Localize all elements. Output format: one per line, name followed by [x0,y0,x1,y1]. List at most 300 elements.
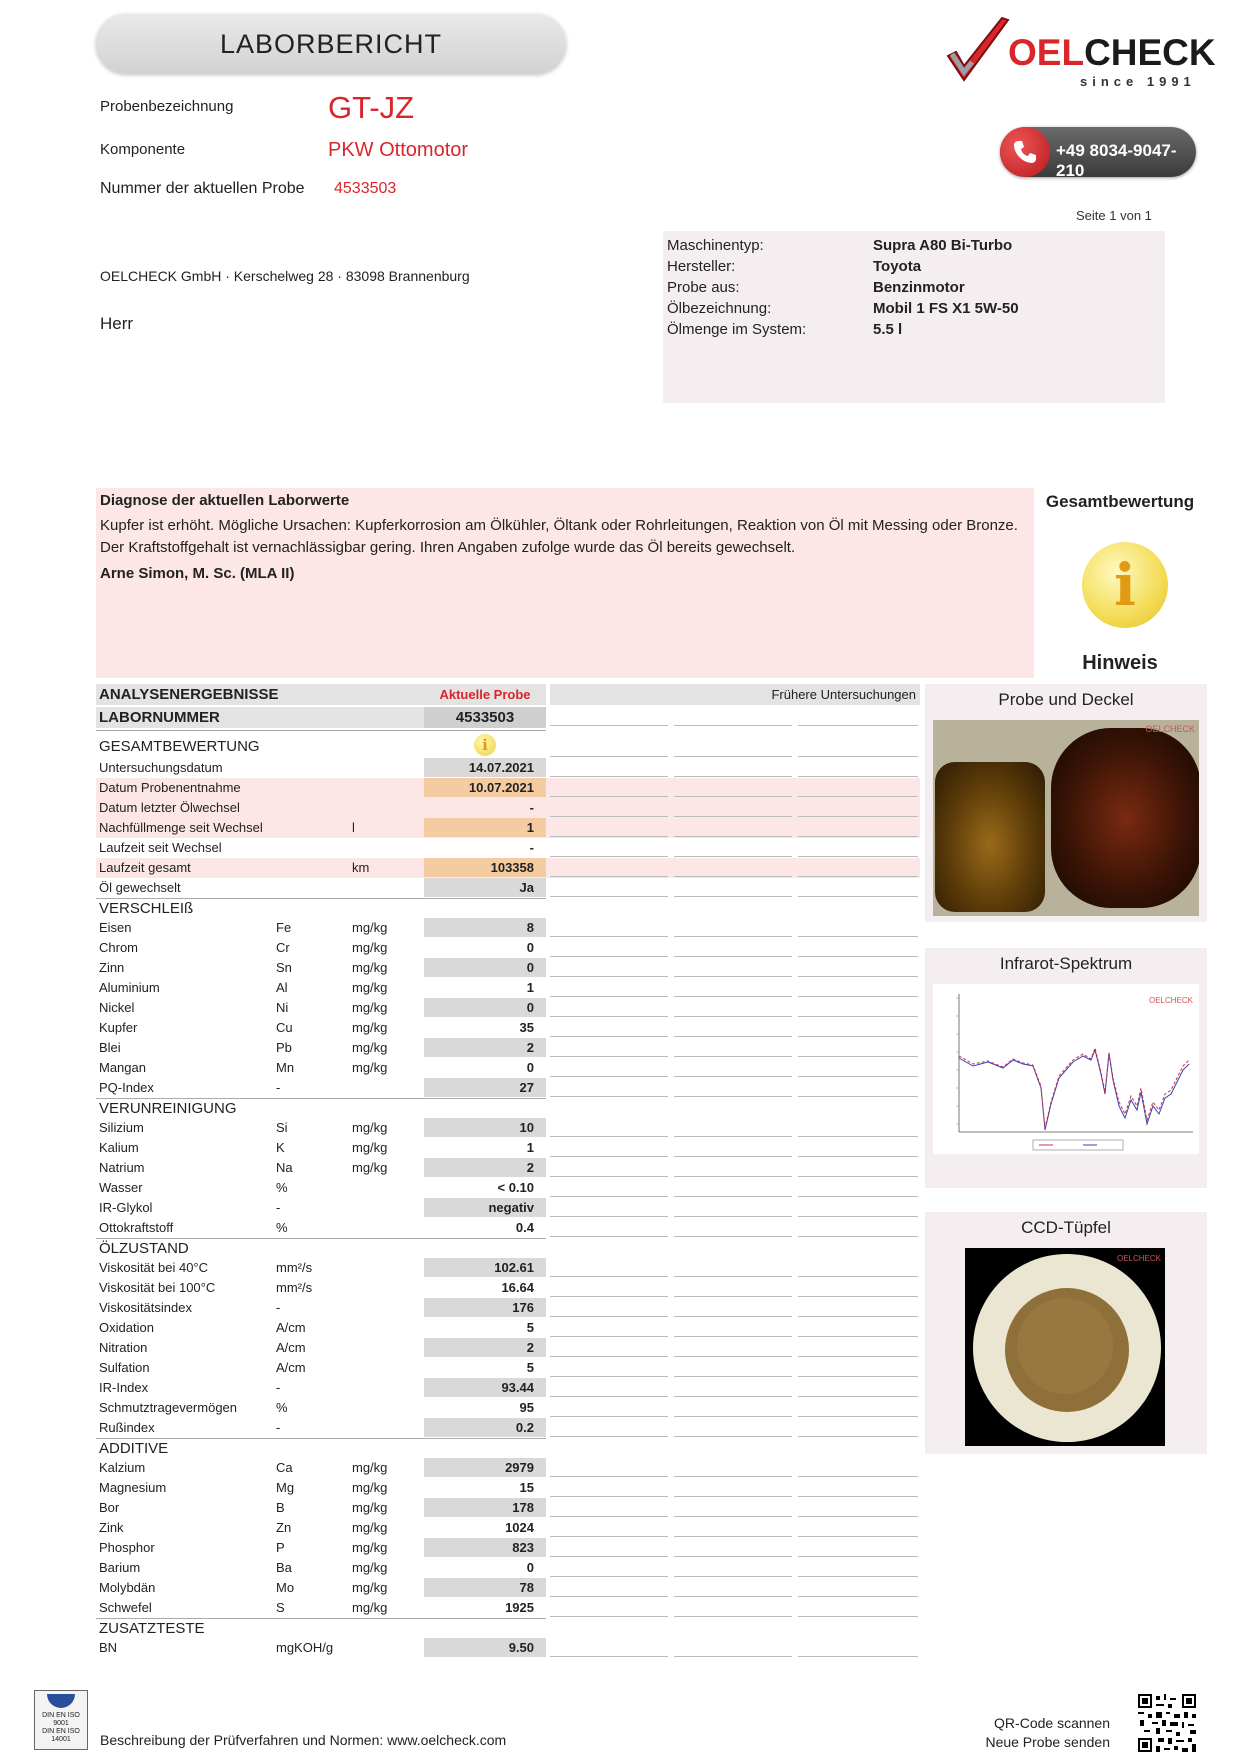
section-title: ZUSATZTESTE [99,1620,205,1637]
prior-cell [798,1218,918,1237]
prior-cell [550,778,668,797]
param-value: 2 [424,1338,546,1357]
prior-cell [550,1298,668,1317]
result-row [96,1318,920,1338]
param-value: 0 [424,998,546,1017]
param-name: Barium [99,1560,141,1575]
param-value: 1 [526,980,534,995]
prior-cell [674,1078,792,1097]
info-small-icon: i [474,734,496,756]
prior-cell [798,1278,918,1297]
prior-cell [674,1058,792,1077]
param-name: Silizium [99,1120,144,1135]
result-row [96,1138,920,1158]
diagnosis-title: Diagnose der aktuellen Laborwerte [100,492,350,509]
prior-cell [674,778,792,797]
param-unit: mg/kg [352,1020,388,1035]
prior-cell [674,1358,792,1377]
prior-cell [550,1138,668,1157]
result-row [96,1118,920,1138]
param-name: Kupfer [99,1020,138,1035]
param-value: 823 [424,1538,546,1557]
param-symbol: mm²/s [276,1260,313,1275]
param-name: Nachfüllmenge seit Wechsel [99,820,263,835]
param-name: IR-Glykol [99,1200,153,1215]
param-unit: mg/kg [352,1460,388,1475]
ccd-spot-panel [925,1212,1207,1454]
param-value: 0 [526,1060,534,1075]
param-name: Phosphor [99,1540,155,1555]
prior-cell [550,838,668,857]
param-name: Wasser [99,1180,143,1195]
prior-cell [798,978,918,997]
prior-cell [798,738,918,757]
param-value: 1925 [505,1600,534,1615]
prior-cell [550,707,668,726]
param-value: 5 [526,1360,534,1375]
param-symbol: % [276,1180,288,1195]
param-unit: mg/kg [352,940,388,955]
prior-cell [550,1118,668,1137]
general-row [96,798,920,818]
section-header [96,1438,920,1458]
divider [96,1438,546,1439]
prior-cell [674,1038,792,1057]
param-value: - [529,800,534,815]
param-value: 93.44 [424,1378,546,1397]
param-name: Viskositätsindex [99,1300,192,1315]
result-row [96,1218,920,1238]
result-row [96,1578,920,1598]
prior-cell [674,1018,792,1037]
certificate-seal-icon [47,1694,75,1708]
prior-cell [550,1498,668,1517]
param-name: BN [99,1640,118,1655]
oelcheck-logo [942,12,1216,94]
sample-number-value: 4533503 [334,180,397,197]
spectrum-watermark: OELCHECK [1148,996,1193,1005]
param-name: Eisen [99,920,132,935]
prior-cell [550,738,668,757]
prior-cell [798,878,918,897]
param-symbol: Cr [276,940,290,955]
section-header [96,1098,920,1118]
section-header [96,1238,920,1258]
result-row [96,918,920,938]
prior-cell [798,1018,918,1037]
sample-photo-panel [925,684,1207,922]
prior-cell [550,1578,668,1597]
param-symbol: Ca [276,1460,293,1475]
param-symbol: - [276,1200,281,1215]
result-row [96,1558,920,1578]
photo-watermark: OELCHECK [1145,724,1195,734]
infrared-spectrum-title: Infrarot-Spektrum [999,954,1133,973]
divider [96,1098,546,1099]
param-value: 9.50 [424,1638,546,1657]
prior-cell [674,1638,792,1657]
param-value: 1024 [505,1520,534,1535]
prior-cell [674,1458,792,1477]
prior-cell [550,1598,668,1617]
prior-cell [674,758,792,777]
prior-cell [550,858,668,877]
logo-since: since 1991 [1080,74,1196,89]
prior-cell [550,758,668,777]
prior-cell [550,938,668,957]
param-name: Öl gewechselt [99,880,181,895]
param-name: Nickel [99,1000,135,1015]
prior-cell [550,998,668,1017]
param-unit: mg/kg [352,960,388,975]
checkmark-logo-icon [942,16,1012,86]
prior-cell [550,1398,668,1417]
prior-cell [798,1378,918,1397]
general-row [96,858,920,878]
param-value: 1 [526,1140,534,1155]
param-name: Sulfation [99,1360,150,1375]
prior-cell [550,1278,668,1297]
prior-cell [798,1558,918,1577]
param-value: 16.64 [501,1280,534,1295]
param-symbol: mgKOH/g [276,1640,334,1655]
param-symbol: A/cm [276,1320,306,1335]
prior-cell [550,918,668,937]
general-row [96,778,920,798]
param-name: Viskosität bei 40°C [99,1260,209,1275]
param-name: Kalium [99,1140,139,1155]
param-value: 2979 [424,1458,546,1477]
param-unit: mg/kg [352,1480,388,1495]
param-name: Schmutztragevermögen [99,1400,238,1415]
prior-cell [798,1078,918,1097]
param-value: 5 [526,1320,534,1335]
prior-cell [550,1558,668,1577]
param-symbol: Pb [276,1040,292,1055]
general-row [96,838,920,858]
param-name: Datum Probenentnahme [99,780,241,795]
prior-cell [674,918,792,937]
lab-number-value: 4533503 [424,707,546,728]
prior-cell [674,1598,792,1617]
param-symbol: - [276,1420,281,1435]
param-value: 0.4 [515,1220,534,1235]
diagnosis-text: Kupfer ist erhöht. Mögliche Ursachen: Kupferkorrosion am Ölkühler, Öltank oder Rohrleitungen, Reaktion von Öl mit Messing oder Bronze. Der Kraftstoffgehalt ist vernachlässigbar gering. Ihren Angaben zufolge wurde das Öl bereits gewechselt. [100,517,1018,556]
logo-wordmark: OELCHECK [1008,32,1216,73]
param-unit: mg/kg [352,1520,388,1535]
prior-cell [550,1378,668,1397]
result-row [96,1358,920,1378]
result-row [96,1298,920,1318]
prior-cell [674,1138,792,1157]
prior-cell [798,1198,918,1217]
prior-cell [798,818,918,837]
param-symbol: Mn [276,1060,295,1075]
result-row [96,1178,920,1198]
sample-name-label: Probenbezeichnung [100,98,234,115]
prior-cell [798,1498,918,1517]
param-symbol: % [276,1400,288,1415]
prior-cell [550,1538,668,1557]
prior-cell [674,1378,792,1397]
param-unit: mg/kg [352,1500,388,1515]
info-icon: i [1082,542,1168,628]
prior-cell [550,1638,668,1657]
param-symbol: A/cm [276,1340,306,1355]
prior-cell [674,938,792,957]
param-symbol: - [276,1380,281,1395]
sample-lid [1051,728,1199,908]
qr-code-icon[interactable] [1136,1692,1198,1754]
param-name: Bor [99,1500,120,1515]
phone-number: +49 8034-9047-210 [1056,141,1177,180]
ccd-spot-image [965,1248,1165,1446]
param-symbol: P [276,1540,285,1555]
param-name: IR-Index [99,1380,149,1395]
param-name: PQ-Index [99,1080,154,1095]
param-unit: mg/kg [352,1600,388,1615]
prior-cell [550,958,668,977]
prior-cell [674,1338,792,1357]
prior-cell [674,858,792,877]
param-name: Oxidation [99,1320,154,1335]
prior-cell [798,1638,918,1657]
result-row [96,1638,920,1658]
result-row [96,998,920,1018]
overall-rating-row-label: GESAMTBEWERTUNG [99,738,260,755]
prior-cell [798,858,918,877]
lab-address: OELCHECK GmbH · Kerschelweg 28 · 83098 Brannenburg [100,268,470,284]
sample-jar [935,762,1045,912]
param-symbol: K [276,1140,285,1155]
prior-cell [798,1538,918,1557]
methods-link[interactable]: Beschreibung der Prüfverfahren und Normen: www.oelcheck.com [100,1732,507,1748]
page-number: Seite 1 von 1 [1076,208,1152,223]
param-value: 0 [424,958,546,977]
prior-cell [798,1358,918,1377]
section-header [96,1618,920,1638]
prior-cell [674,1178,792,1197]
results-header-row [96,684,920,707]
divider [96,1618,546,1619]
param-symbol: mm²/s [276,1280,313,1295]
prior-cell [798,758,918,777]
param-symbol: A/cm [276,1360,306,1375]
param-symbol: Mo [276,1580,295,1595]
param-value: 95 [519,1400,534,1415]
prior-cell [674,1118,792,1137]
param-value: negativ [424,1198,546,1217]
result-row [96,1198,920,1218]
divider [96,730,546,731]
prior-cell [798,1138,918,1157]
prior-cell [798,1598,918,1617]
prior-cell [550,1198,668,1217]
param-symbol: - [276,1300,281,1315]
current-sample-header: Aktuelle Probe [424,684,546,705]
param-unit: mg/kg [352,1580,388,1595]
prior-cell [674,838,792,857]
prior-cell [674,738,792,757]
qr-caption: QR-Code scannen Neue Probe senden [985,1715,1110,1750]
prior-cell [798,1158,918,1177]
param-name: Blei [99,1040,121,1055]
param-name: Datum letzter Ölwechsel [99,800,240,815]
prior-cell [550,1058,668,1077]
prior-cell [798,1058,918,1077]
prior-cell [674,1218,792,1237]
param-name: Zinn [99,960,125,975]
prior-cell [798,798,918,817]
param-value: 2 [424,1038,546,1057]
overall-rating-label: Hinweis [1082,652,1158,674]
prior-cell [798,1578,918,1597]
param-value: 8 [424,918,546,937]
section-title: ADDITIVE [99,1440,169,1457]
lab-number-row [96,707,920,730]
phone-icon [1000,127,1050,177]
param-value: - [529,840,534,855]
param-unit: mg/kg [352,1560,388,1575]
result-row [96,958,920,978]
prior-cell [798,1318,918,1337]
results-table [96,684,920,1658]
report-title: LABORBERICHT [96,14,566,74]
param-symbol: Fe [276,920,292,935]
result-row [96,1378,920,1398]
param-unit: mg/kg [352,1160,388,1175]
prior-cell [674,1318,792,1337]
prior-cell [674,1298,792,1317]
param-name: Aluminium [99,980,160,995]
result-row [96,1518,920,1538]
prior-cell [798,1118,918,1137]
diagnosis-author: Arne Simon, M. Sc. (MLA II) [100,565,295,582]
overall-rating-title: Gesamtbewertung [1045,492,1195,511]
prior-cell [798,1478,918,1497]
result-row [96,1078,920,1098]
prior-cell [674,1278,792,1297]
param-value: 0 [526,1560,534,1575]
param-value: 35 [519,1020,534,1035]
param-unit: mg/kg [352,1000,388,1015]
sample-number-label: Nummer der aktuellen Probe [100,180,305,197]
general-row [96,758,920,778]
param-symbol: Na [276,1160,293,1175]
result-row [96,1538,920,1558]
prior-cell [798,1398,918,1417]
param-name: Chrom [99,940,139,955]
prior-cell [674,978,792,997]
prior-cell [674,1578,792,1597]
prior-cell [798,1418,918,1437]
result-row [96,1278,920,1298]
results-title: ANALYSENERGEBNISSE [96,684,424,705]
diagnosis-box [96,488,1034,678]
lab-number-label: LABORNUMMER [96,707,424,728]
prior-cell [674,1158,792,1177]
infrared-spectrum-chart [933,984,1199,1154]
result-row [96,1398,920,1418]
prior-cell [798,778,918,797]
param-unit: mg/kg [352,920,388,935]
divider [96,898,546,899]
param-name: Viskosität bei 100°C [99,1280,216,1295]
result-row [96,938,920,958]
prior-cell [550,1318,668,1337]
prior-cell [798,1338,918,1357]
prior-cell [674,1398,792,1417]
prior-cell [674,1418,792,1437]
result-row [96,1458,920,1478]
param-unit: mg/kg [352,1140,388,1155]
param-value: 176 [424,1298,546,1317]
prior-cell [550,1338,668,1357]
param-value: < 0.10 [497,1180,534,1195]
prior-cell [798,938,918,957]
section-title: ÖLZUSTAND [99,1240,189,1257]
component-label: Komponente [100,141,186,158]
prior-cell [674,1498,792,1517]
component-value: PKW Ottomotor [328,139,469,161]
param-value: 0.2 [424,1418,546,1437]
param-name: Untersuchungsdatum [99,760,223,775]
param-unit: mg/kg [352,1120,388,1135]
prior-cell [550,878,668,897]
result-row [96,1038,920,1058]
param-name: Molybdän [99,1580,156,1595]
param-value: 27 [424,1078,546,1097]
prior-cell [798,1518,918,1537]
prior-cell [550,1258,668,1277]
prior-cell [798,918,918,937]
param-value: 1 [424,818,546,837]
result-row [96,1018,920,1038]
infrared-spectrum-panel [925,948,1207,1188]
prior-cell [798,838,918,857]
param-unit: mg/kg [352,1040,388,1055]
result-row [96,1418,920,1438]
param-value: 0 [526,940,534,955]
param-name: Natrium [99,1160,145,1175]
param-name: Ottokraftstoff [99,1220,174,1235]
prior-cell [674,818,792,837]
prior-cell [550,1078,668,1097]
param-value: 14.07.2021 [424,758,546,777]
param-value: 2 [424,1158,546,1177]
prior-cell [798,1458,918,1477]
phone-button[interactable] [1000,127,1196,180]
result-row [96,1598,920,1618]
result-row [96,1258,920,1278]
previous-tests-header: Frühere Untersuchungen [550,684,920,705]
prior-cell [674,998,792,1017]
general-row [96,818,920,838]
param-value: 10.07.2021 [424,778,546,797]
result-row [96,1498,920,1518]
param-symbol: % [276,1220,288,1235]
prior-cell [550,1358,668,1377]
prior-cell [550,1478,668,1497]
prior-cell [674,1478,792,1497]
param-name: Rußindex [99,1420,155,1435]
salutation: Herr [100,314,134,333]
prior-cell [798,958,918,977]
param-name: Laufzeit seit Wechsel [99,840,222,855]
prior-cell [550,798,668,817]
section-title: VERSCHLEIß [99,900,194,917]
result-row [96,1338,920,1358]
